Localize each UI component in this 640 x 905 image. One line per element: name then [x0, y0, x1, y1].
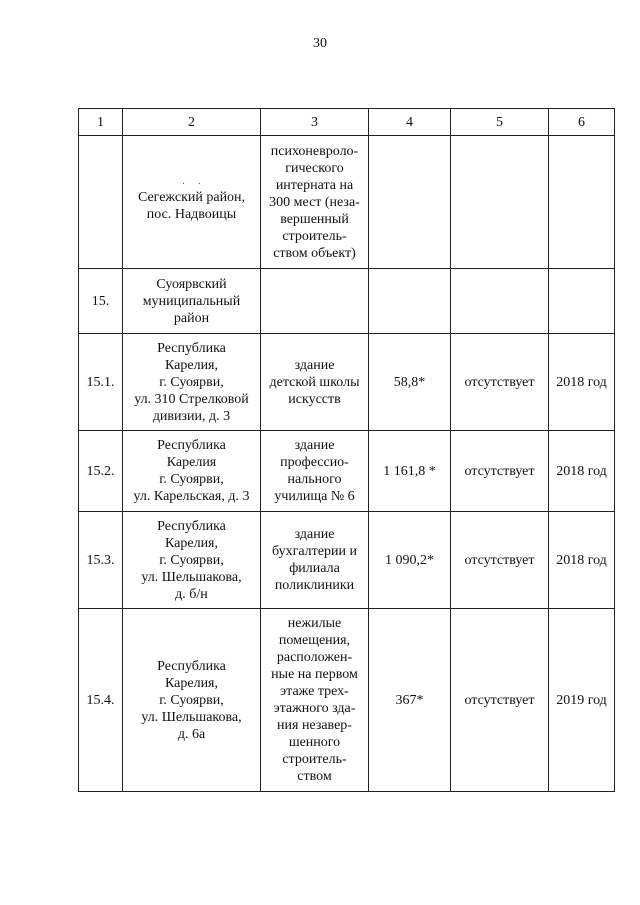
status-cell: [451, 269, 549, 334]
table-row: [79, 431, 615, 512]
area-cell: 367*: [369, 609, 451, 792]
object-cell: здание бухгалтерии и филиала поликлиники: [261, 512, 369, 609]
location-cell: Республика Карелия, г. Суоярви, ул. Шельшакова, д. 6а: [123, 609, 261, 792]
scan-speck: · ·: [181, 179, 202, 190]
table-header-row: [79, 109, 615, 136]
row-number-cell: 15.1.: [79, 334, 123, 431]
area-cell: 58,8*: [369, 334, 451, 431]
row-number-cell: [79, 136, 123, 269]
row-number-cell: 15.4.: [79, 609, 123, 792]
row-number-cell: 15.3.: [79, 512, 123, 609]
page-number: 30: [313, 36, 327, 51]
area-cell: 1 161,8 *: [369, 431, 451, 512]
table-row: [79, 609, 615, 792]
location-cell: Суоярвский муниципальный район: [123, 269, 261, 334]
object-cell: психоневроло- гического интерната на 300 мест (неза- вершенный строитель- ством объект): [261, 136, 369, 269]
object-cell: здание профессио- нального училища № 6: [261, 431, 369, 512]
status-cell: отсутствует: [451, 431, 549, 512]
year-cell: 2018 год: [549, 512, 615, 609]
area-cell: [369, 136, 451, 269]
property-table: [78, 108, 615, 792]
row-number-cell: 15.2.: [79, 431, 123, 512]
status-cell: отсутствует: [451, 334, 549, 431]
header-cell: 1: [79, 109, 123, 136]
object-cell: нежилые помещения, расположен- ные на первом этаже трех- этажного зда- ния незавер- шенного строитель- ством: [261, 609, 369, 792]
area-cell: 1 090,2*: [369, 512, 451, 609]
status-cell: [451, 136, 549, 269]
table-row: [79, 136, 615, 269]
year-cell: 2018 год: [549, 431, 615, 512]
row-number-cell: 15.: [79, 269, 123, 334]
year-cell: [549, 136, 615, 269]
header-cell: 5: [451, 109, 549, 136]
table-row: [79, 512, 615, 609]
header-cell: 3: [261, 109, 369, 136]
status-cell: отсутствует: [451, 609, 549, 792]
location-cell: Республика Карелия, г. Суоярви, ул. 310 Стрелковой дивизии, д. 3: [123, 334, 261, 431]
object-cell: здание детской школы искусств: [261, 334, 369, 431]
status-cell: отсутствует: [451, 512, 549, 609]
object-cell: [261, 269, 369, 334]
location-cell: [123, 136, 261, 269]
table-row: [79, 334, 615, 431]
location-cell: Республика Карелия г. Суоярви, ул. Карельская, д. 3: [123, 431, 261, 512]
location-text: Сегежский район, пос. Надвоицы: [137, 190, 246, 222]
year-cell: 2019 год: [549, 609, 615, 792]
table-row: [79, 269, 615, 334]
header-cell: 6: [549, 109, 615, 136]
header-cell: 2: [123, 109, 261, 136]
header-cell: 4: [369, 109, 451, 136]
year-cell: 2018 год: [549, 334, 615, 431]
area-cell: [369, 269, 451, 334]
location-cell: Республика Карелия, г. Суоярви, ул. Шельшакова, д. б/н: [123, 512, 261, 609]
year-cell: [549, 269, 615, 334]
